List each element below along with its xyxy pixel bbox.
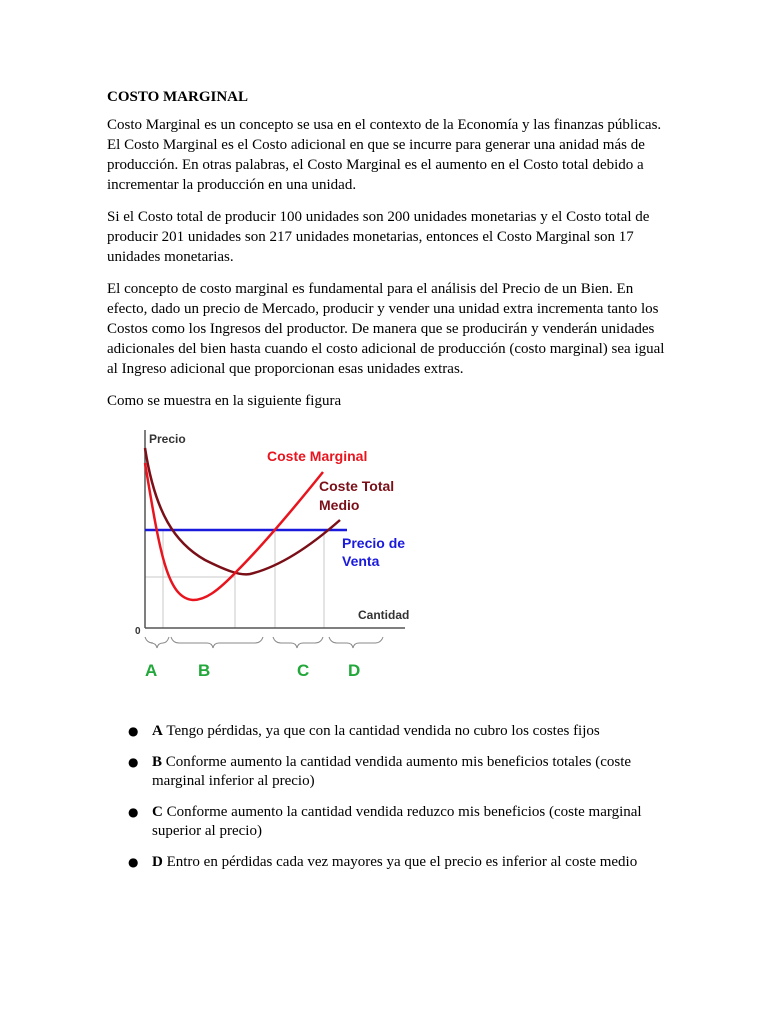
marginal-cost-curve xyxy=(145,463,323,600)
average-cost-curve xyxy=(145,448,340,574)
brace-d xyxy=(329,637,383,648)
paragraph-figure-intro: Como se muestra en la siguiente figura xyxy=(107,393,342,409)
marginal-cost-label: Coste Marginal xyxy=(267,448,368,464)
paragraph-definition: Costo Marginal es un concepto se usa en el contexto de la Economía y las finanzas públicas. El Costo Marginal es el Costo adicional en que se incurre para generar una anidad más de producción. En otras palabras, el Costo Marginal es el aumento en el Costo total debido a incrementar la producción en una unidad. xyxy=(107,117,662,193)
cost-curves-svg xyxy=(125,418,425,688)
x-axis-label: Cantidad xyxy=(358,608,410,622)
zone-a-label: A xyxy=(145,661,158,680)
bullet-icon: ● xyxy=(128,755,139,769)
zone-c-label: C xyxy=(297,661,310,680)
list-item: ● A Tengo pérdidas, ya que con la cantidad vendida no cubro los costes fijos xyxy=(128,723,600,739)
list-item: ● C Conforme aumento la cantidad vendida reduzco mis beneficios (coste marginal superior al precio) xyxy=(128,804,642,839)
document-body xyxy=(107,88,667,423)
zone-braces xyxy=(145,637,383,648)
zone-explanations-list xyxy=(107,722,667,884)
cost-curves-figure xyxy=(125,418,425,688)
bullet-icon: ● xyxy=(128,805,139,819)
brace-a xyxy=(145,637,169,648)
bullet-icon: ● xyxy=(128,855,139,869)
zone-b-label: B xyxy=(198,661,211,680)
brace-b xyxy=(171,637,263,648)
origin-label: 0 xyxy=(135,626,141,637)
zone-d-label: D xyxy=(348,661,361,680)
price-label-line2: Venta xyxy=(342,553,380,569)
paragraph-analysis: El concepto de costo marginal es fundamental para el análisis del Precio de un Bien. En efecto, dado un precio de Mercado, producir y vender una unidad extra incrementa tanto los Costos como los Ingresos del productor. De manera que se producirán y venderán unidades adicionales del bien hasta cuando el costo adicional de producción (costo marginal) sea igual al Ingreso adicional que proporcionan esas unidades extras. xyxy=(107,281,665,377)
average-cost-label-line1: Coste Total xyxy=(319,478,395,494)
price-label-line1: Precio de xyxy=(342,535,406,551)
guide-lines xyxy=(145,530,324,628)
bullet-icon: ● xyxy=(128,724,139,738)
y-axis-label: Precio xyxy=(149,432,186,446)
list-item: ● B Conforme aumento la cantidad vendida aumento mis beneficios totales (coste marginal inferior al precio) xyxy=(128,754,632,789)
paragraph-example: Si el Costo total de producir 100 unidades son 200 unidades monetarias y el Costo total de producir 201 unidades son 217 unidades monetarias, entonces el Costo Marginal son 17 unidades monetarias. xyxy=(107,209,650,265)
average-cost-label-line2: Medio xyxy=(319,497,360,513)
list-item: ● D Entro en pérdidas cada vez mayores ya que el precio es inferior al coste medio xyxy=(128,854,638,870)
document-heading: COSTO MARGINAL xyxy=(107,89,248,105)
brace-c xyxy=(273,637,323,648)
